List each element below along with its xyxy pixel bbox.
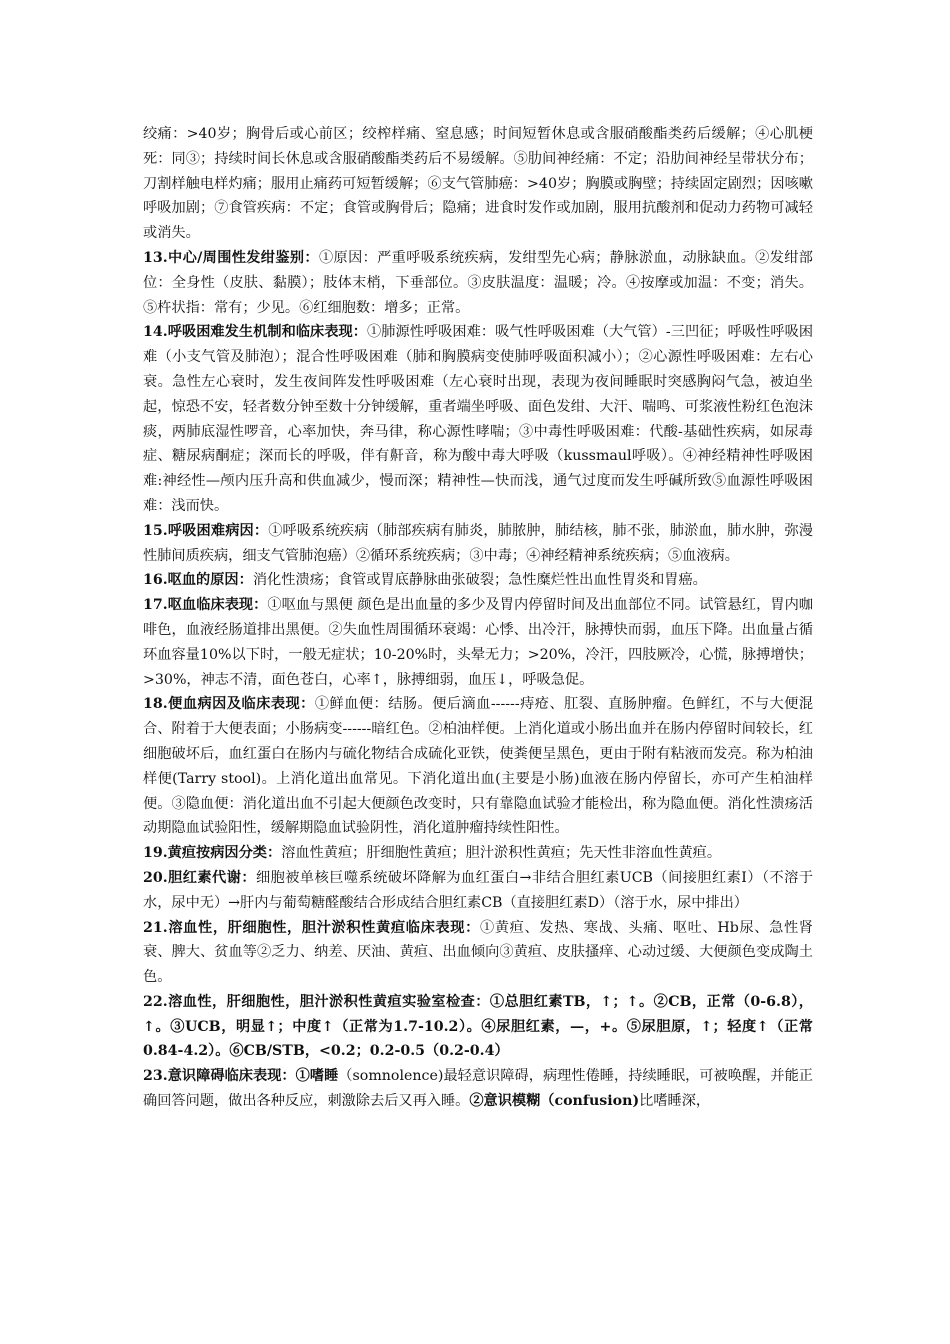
paragraph-16 [143,568,813,593]
document-page [143,122,813,1114]
paragraph-heading: 19.黄疸按病因分类： [143,845,282,862]
paragraph-17 [143,593,813,692]
paragraph-body: 细胞被单核巨噬系统破坏降解为血红蛋白→非结合胆红素UCB（间接胆红素I）（不溶于水，尿中无）→肝内与葡萄糖醛酸结合形成结合胆红素CB（直接胆红素D）（溶于水，尿中排出） [143,869,814,911]
paragraph-body: ①呼吸系统疾病（肺部疾病有肺炎，肺脓肿，肺结核，肺不张，肺淤血，肺水肿，弥漫性肺间质疾病，细支气管肺泡癌）②循环系统疾病；③中毒；④神经精神系统疾病；⑤血液病。 [143,522,813,564]
paragraph-heading: 17.呕血临床表现： [143,597,268,614]
paragraph-heading: 13.中心/周围性发绀鉴别： [143,249,319,266]
paragraph-body: ①肺源性呼吸困难：吸气性呼吸困难（大气管）-三凹征；呼吸性呼吸困难（小支气管及肺泡）；混合性呼吸困难（肺和胸膜病变使肺呼吸面积减小）；②心源性呼吸困难：左右心衰。急性左心衰时，发生夜间阵发性呼吸困难（左心衰时出现，表现为夜间睡眠时突感胸闷气急，被迫坐起，惊恐不安，轻者数分钟至数十分钟缓解，重者端坐呼吸、面色发绀、大汗、喘鸣、可浆液性粉红色泡沫痰，两肺底湿性啰音，心率加快，奔马律，称心源性哮喘；③中毒性呼吸困难：代酸-基础性疾病，如尿毒症、糖尿病酮症；深而长的呼吸，伴有鼾音，称为酸中毒大呼吸（kussmaul呼吸）。④神经精神性呼吸困难:神经性—颅内压升高和供血减少，慢而深；精神性—快而浅，通气过度而发生呼碱所致⑤血源性呼吸困难：浅而快。 [143,324,814,514]
term-somnolence: ①嗜睡 [295,1068,339,1085]
paragraph-14 [143,320,813,518]
paragraph-18 [143,692,813,841]
paragraph-body: ①呕血与黑便 颜色是出血量的多少及胃内停留时间及出血部位不同。试管悬红，胃内咖啡色，血液经肠道排出黑便。②失血性周围循环衰竭：心悸、出冷汗，脉搏快而弱，血压下降。出血量占循环血容量10%以下时，一般无症状；10-20%时，头晕无力；>20%，冷汗，四肢厥冷，心慌，脉搏增快；>30%，神志不清，面色苍白，心率↑，脉搏细弱，血压↓，呼吸急促。 [143,597,813,688]
paragraph-22 [143,990,813,1064]
paragraph-body: 绞痛：>40岁；胸骨后或心前区；绞榨样痛、窒息感；时间短暂休息或含服硝酸酯类药后缓解；④心肌梗死：同③；持续时间长休息或含服硝酸酯类药后不易缓解。⑤肋间神经痛：不定；沿肋间神经呈带状分布；刀割样触电样灼痛；服用止痛药可短暂缓解；⑥支气管肺癌：>40岁；胸膜或胸壁；持续固定剧烈；因咳嗽呼吸加剧；⑦食管疾病：不定；食管或胸骨后；隐痛；进食时发作或加剧，服用抗酸剂和促动力药物可减轻或消失。 [143,126,813,242]
paragraph-heading: 22.溶血性，肝细胞性，胆汁淤积性黄疸实验室检查： [143,993,490,1010]
paragraph-body: ①原因：严重呼吸系统疾病，发绀型先心病；静脉淤血，动脉缺血。②发绀部位：全身性（皮肤、黏膜）；肢体末梢，下垂部位。③皮肤温度：温暖；冷。④按摩或加温：不变；消失。⑤杵状指：常有；少见。⑥红细胞数：增多；正常。 [143,249,813,316]
paragraph-heading: 15.呼吸困难病因： [143,522,269,539]
paragraph-body: ①黄疸、发热、寒战、头痛、呕吐、Hb尿、急性肾衰、脾大、贫血等②乏力、纳差、厌油、黄疸、出血倾向③黄疸、皮肤搔痒、心动过缓、大便颜色变成陶土色。 [143,919,813,986]
term-somnolence-description: （somnolence)最轻意识障碍，病理性倦睡，持续睡眠，可被唤醒，并能正确回答问题，做出各种反应，刺激除去后又再入睡。 [143,1068,813,1110]
paragraph-heading: 20.胆红素代谢： [143,869,256,886]
term-confusion-description: 比嗜睡深， [639,1093,711,1110]
paragraph-13 [143,246,813,320]
paragraph-12-continued [143,122,813,246]
paragraph-heading: 16.呕血的原因： [143,572,253,589]
paragraph-body: ①总胆红素TB，↑；↑。②CB，正常（0-6.8），↑。③UCB，明显↑；中度↑（正常为1.7-10.2）。④尿胆红素，—，+。⑤尿胆原，↑；轻度↑（正常0.84-4.2）。⑥CB/STB，<0.2；0.2-0.5（0.2-0.4） [143,993,813,1060]
paragraph-body: 溶血性黄疸；肝细胞性黄疸；胆汁淤积性黄疸；先天性非溶血性黄疸。 [281,845,722,862]
paragraph-19 [143,841,813,866]
paragraph-heading: 23.意识障碍临床表现： [143,1068,296,1085]
paragraph-body: ①鲜血便：结肠。便后滴血------痔疮、肛裂、直肠肿瘤。色鲜红，不与大便混合、附着于大便表面；小肠病变------暗红色。②柏油样便。上消化道或小肠出血并在肠内停留时间较长，红细胞破坏后，血红蛋白在肠内与硫化物结合成硫化亚铁，使粪便呈黑色，更由于附有粘液而发亮。称为柏油样便(Tarry stool)。上消化道出血常见。下消化道出血(主要是小肠)血液在肠内停留长，亦可产生柏油样便。③隐血便：消化道出血不引起大便颜色改变时，只有靠隐血试验才能检出，称为隐血便。消化性溃疡活动期隐血试验阳性，缓解期隐血试验阴性，消化道肿瘤持续性阳性。 [143,696,814,837]
paragraph-body: 消化性溃疡；食管或胃底静脉曲张破裂；急性糜烂性出血性胃炎和胃癌。 [252,572,707,589]
paragraph-heading: 21.溶血性，肝细胞性，胆汁淤积性黄疸临床表现： [143,919,480,936]
paragraph-heading: 18.便血病因及临床表现： [143,696,315,713]
paragraph-21 [143,916,813,990]
paragraph-23 [143,1064,813,1114]
paragraph-heading: 14.呼吸困难发生机制和临床表现： [143,324,367,341]
paragraph-20 [143,866,813,916]
term-confusion: ②意识模糊（confusion) [469,1093,640,1110]
paragraph-15 [143,519,813,569]
